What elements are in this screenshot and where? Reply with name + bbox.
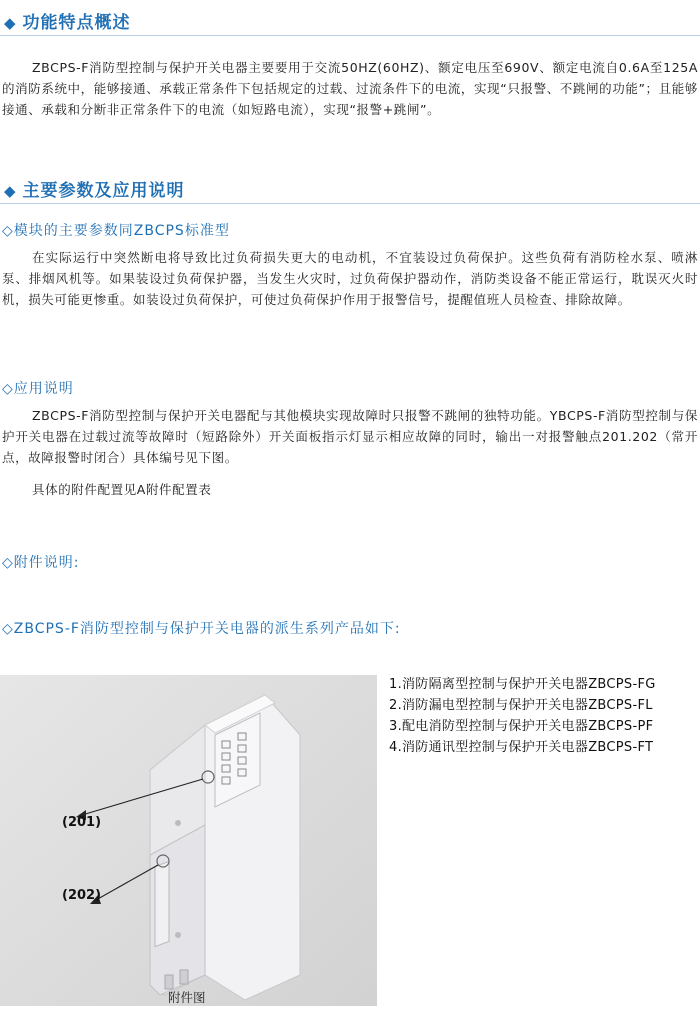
subheading-accessory: ◇附件说明: — [2, 555, 80, 571]
list-item: 1.消防隔离型控制与保护开关电器ZBCPS-FG — [389, 677, 656, 692]
divider — [0, 35, 700, 36]
features-paragraph: ZBCPS-F消防型控制与保护开关电器主要要用于交流50HZ(60HZ)、额定电压至690V、额定电流自0.6A至125A的消防系统中，能够接通、承载正常条件下包括规定的过载、过流条件下的电流，实现“只报警、不跳闸的功能”；且能够接通、承载和分断非正常条件下的电流（如短路电流），实现“报警+跳闸”。 — [2, 60, 698, 117]
derivative-product-list — [389, 674, 656, 758]
figure-caption: 附件图 — [168, 990, 206, 1005]
device-illustration — [0, 675, 377, 1006]
accessory-photo — [0, 675, 377, 1006]
list-item: 3.配电消防型控制与保护开关电器ZBCPS-PF — [389, 719, 654, 734]
diamond-bullet-icon: ◆ — [4, 182, 17, 200]
section-title: 主要参数及应用说明 — [22, 181, 185, 201]
list-item: 4.消防通讯型控制与保护开关电器ZBCPS-FT — [389, 740, 654, 755]
label-201: (201) — [62, 815, 102, 830]
subheading-params: ◇模块的主要参数同ZBCPS标准型 — [2, 223, 230, 239]
section-heading-parameters — [4, 176, 185, 201]
section-title: 功能特点概述 — [22, 13, 131, 33]
subheading-derivatives: ◇ZBCPS-F消防型控制与保护开关电器的派生系列产品如下: — [2, 621, 401, 637]
application-paragraph: ZBCPS-F消防型控制与保护开关电器配与其他模块实现故障时只报警不跳闸的独特功能。YBCPS-F消防型控制与保护开关电器在过载过流等故障时（短路除外）开关面板指示灯显示相应故障的同时，输出一对报警触点201.202（常开点，故障报警时闭合）具体编号见下图。 具体的附件配置见A附件配置表 — [2, 408, 698, 497]
diamond-bullet-icon: ◆ — [4, 14, 17, 32]
label-202: (202) — [62, 888, 102, 903]
section-heading-features — [4, 8, 131, 33]
list-item: 2.消防漏电型控制与保护开关电器ZBCPS-FL — [389, 698, 653, 713]
divider — [0, 203, 700, 204]
params-paragraph: 在实际运行中突然断电将导致比过负荷损失更大的电动机，不宜装设过负荷保护。这些负荷有消防栓水泵、喷淋泵、排烟风机等。如果装设过负荷保护器，当发生火灾时，过负荷保护器动作，消防类设备不能正常运行，耽误灭火时机，损失可能更惨重。如装设过负荷保护，可使过负荷保护作用于报警信号，提醒值班人员检查、排除故障。 — [2, 250, 698, 307]
subheading-application: ◇应用说明 — [2, 381, 74, 397]
